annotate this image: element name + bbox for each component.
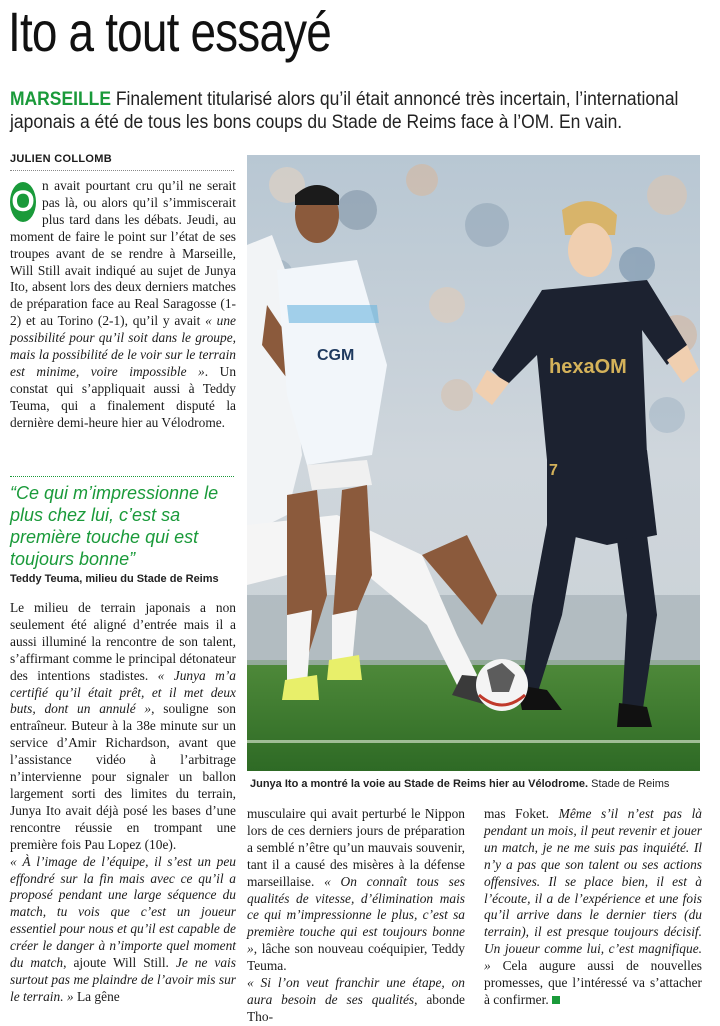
- column-1-top: [10, 178, 236, 432]
- col1-q1: « une possibilité pour qu’il soit dans le groupe, mais la possibilité de le voir sur le terrain est minime, voire impossible »: [10, 313, 236, 379]
- pullquote: “Ce qui m’impressionne le plus chez lui, c’est sa première touche qui est toujours bonne”: [10, 483, 219, 569]
- caption-text: Junya Ito a montré la voie au Stade de Reims hier au Vélodrome.: [250, 778, 589, 790]
- col1b-p4: La gêne: [73, 988, 120, 1004]
- lede-place: MARSEILLE: [10, 89, 111, 110]
- column-1-bottom: [10, 600, 236, 1006]
- byline-rule: [10, 170, 234, 171]
- col1b-q2: « Junya m’a certifié qu’il était prêt, et il met deux buts, dont un annulé »: [10, 667, 236, 717]
- col2-p1: musculaire qui avait perturbé le Nippon lors de ces derniers jours de préparation a semblé n’être qu’un mauvais souvenir, tant il a causé des misères à la défense marseillaise.: [247, 806, 465, 889]
- photo-caption: [250, 778, 700, 790]
- match-photo-illustration: [247, 155, 700, 771]
- col2-p1b: , lâche son nouveau coéquipier, Teddy Teuma.: [247, 941, 465, 974]
- col3-p1b: Cela augure aussi de nouvelles promesses, que l’intéressé va s’attacher à confirmer.: [484, 958, 702, 1007]
- col2-q1: « On connaît tous ses qualités de vitesse, d’élimination mais ce qui m’impressionne le plus, c’est sa première touche qui est toujours bonne »: [247, 873, 465, 957]
- football: [476, 659, 528, 711]
- col3-q1: Même s’il n’est pas là pendant un mois, il peut revenir et jouer un match, je ne me suis pas inquiété. Il n’y a pas que son talent ou ses actions offensives. Il se place bien, il est à l’écoute, il a de l’expérience et une fois qu’il arrive dans le dernier tiers (du terrain), il est presque toujours décisif. Un joueur comme lui, c’est magnifique. »: [484, 806, 702, 974]
- shirt-number: 7: [549, 462, 558, 479]
- column-3: [484, 806, 702, 1009]
- col1b-q4: Je ne vais surtout pas me plaindre de l’avoir mis sur le terrain. »: [10, 955, 236, 1004]
- dropcap: O: [10, 182, 36, 222]
- headline: Ito a tout essayé: [8, 0, 332, 63]
- byline: JULIEN COLLOMB: [10, 153, 112, 165]
- col1b-p3: , ajoute Will Still.: [63, 955, 169, 971]
- column-2: [247, 806, 465, 1026]
- pitch-line: [247, 740, 700, 743]
- lede-text: Finalement titularisé alors qu’il était annoncé très incertain, l’international japonais a été de tous les bons coups du Stade de Reims face à l’OM. En vain.: [10, 89, 679, 133]
- pullquote-attribution: Teddy Teuma, milieu du Stade de Reims: [10, 573, 219, 585]
- om-sponsor: CGM: [317, 347, 355, 364]
- lede: [10, 88, 709, 134]
- col1-p1b: . Un constat qui s’appliquait aussi à Teddy Teuma, qui a finalement disputé la dernière demi-heure hier au Vélodrome.: [10, 363, 237, 430]
- col2-p2: , abonde Tho-: [247, 991, 465, 1024]
- col1b-q3: « À l’image de l’équipe, il s’est un peu effondré sur la fin mais avec ce qu’il a proposé pendant une large séquence du match, tu vois que c’est un joueur essentiel pour nous et qu’il est capable de créer le danger à n’importe quel moment du match: [10, 853, 236, 971]
- pullquote-rule: [10, 476, 234, 477]
- col1-p1: n avait pourtant cru qu’il ne serait pas là, ou alors qu’il s’immiscerait plus tard dans les débats. Jeudi, au moment de faire le point sur l’état de ses troupes avant de se rendre à Marseille, Will Still avait indiqué au sujet de Junya Ito, absent lors des deux derniers matches de préparation face au Real Saragosse (1-2) et au Torino (2-1), qu’il y avait: [10, 178, 236, 329]
- col1b-p2b: , souligne son entraîneur. Buteur à la 38e minute sur un service d’Amir Richardson, avant que l’assistance vidéo à l’arbitrage n’intervienne pour signaler un ballon largement sorti des limites du terrain, Junya Ito avait déjà posé les bases d’une rencontre réussie en trompant une première fois Pau Lopez (10e).: [10, 701, 236, 852]
- col3-p1: mas Foket.: [484, 806, 550, 821]
- photo-credit: Stade de Reims: [591, 778, 670, 790]
- col1b-p2: Le milieu de terrain japonais a non seulement été aligné d’entrée mais il a aussi illuminé la rencontre de son talent, s’affirmant comme le principal détonateur des intentions stadistes.: [10, 600, 236, 683]
- reims-sponsor: hexaOM: [549, 356, 627, 378]
- end-mark: [552, 996, 560, 1004]
- match-photo: [247, 155, 700, 771]
- col2-q2: « Si l’on veut franchir une étape, on aura besoin de ses qualités: [247, 975, 465, 1007]
